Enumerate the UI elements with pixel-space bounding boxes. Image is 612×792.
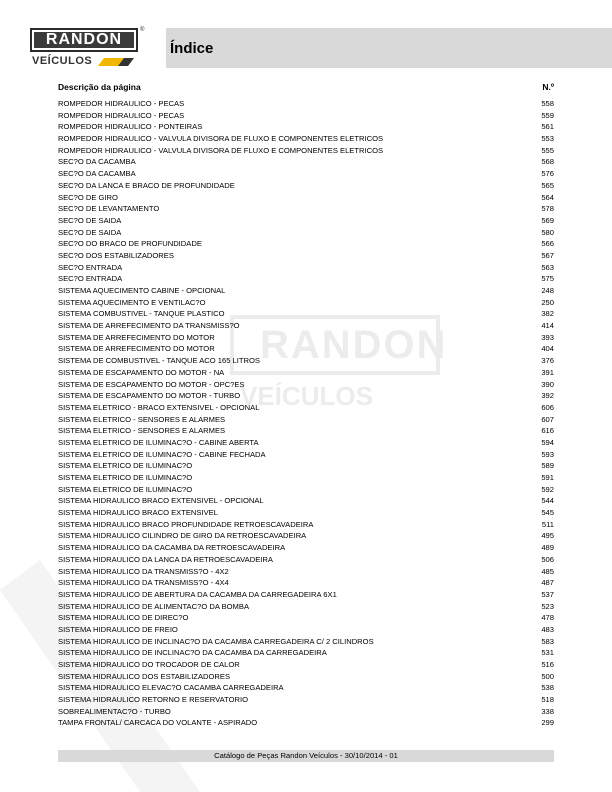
index-row <box>58 682 554 694</box>
index-row <box>58 98 554 110</box>
index-row-description: SISTEMA HIDRAULICO BRACO EXTENSIVEL - OPCIONAL <box>58 496 264 506</box>
index-row-page-number: 593 <box>541 449 554 459</box>
index-row-description: SISTEMA AQUECIMENTO E VENTILAC?O <box>58 297 206 307</box>
index-row-page-number: 537 <box>541 589 554 599</box>
index-row-page-number: 555 <box>541 145 554 155</box>
index-row-page-number: 565 <box>541 180 554 190</box>
index-row-page-number: 299 <box>541 718 554 728</box>
index-row-page-number: 589 <box>541 461 554 471</box>
index-row-page-number: 391 <box>541 367 554 377</box>
index-row <box>58 215 554 227</box>
index-row-page-number: 516 <box>541 660 554 669</box>
index-row-page-number: 591 <box>541 473 554 482</box>
index-row <box>58 262 554 274</box>
index-row-description: SEC?O DE SAIDA <box>58 215 122 225</box>
index-row <box>58 250 554 262</box>
index-row <box>58 624 554 636</box>
index-row <box>58 308 554 320</box>
index-row-description: SISTEMA HIDRAULICO DA TRANSMISS?O - 4X2 <box>58 566 229 576</box>
index-row <box>58 601 554 613</box>
index-row <box>58 636 554 648</box>
index-row <box>58 203 554 215</box>
watermark-subtitle: VEÍCULOS <box>240 381 373 411</box>
index-row-page-number: 566 <box>541 239 554 249</box>
index-row <box>58 320 554 332</box>
index-row-page-number: 392 <box>541 391 554 401</box>
index-row-description: ROMPEDOR HIDRAULICO - PECAS <box>58 110 185 120</box>
index-row-page-number: 607 <box>541 414 554 424</box>
footer: Catálogo de Peças Randon Veículos - 30/10/2014 - 01 <box>58 750 554 762</box>
index-row-description: SISTEMA ELETRICO DE ILUMINAC?O <box>58 473 193 482</box>
index-row-description: SISTEMA HIDRAULICO DE INCLINAC?O DA CACAMBA CARREGADEIRA C/ 2 CILINDROS <box>58 636 374 646</box>
index-row-description: SISTEMA HIDRAULICO RETORNO E RESERVATORIO <box>58 695 249 705</box>
index-row-page-number: 538 <box>541 683 554 693</box>
index-row-page-number: 531 <box>541 648 554 658</box>
index-row-page-number: 575 <box>541 274 554 284</box>
index-row-description: SISTEMA HIDRAULICO DOS ESTABILIZADORES <box>58 671 231 681</box>
index-row-description: SEC?O DE GIRO <box>58 192 118 202</box>
logo-brand: RANDON <box>45 31 123 48</box>
index-row <box>58 460 554 472</box>
index-row-page-number: 564 <box>541 192 554 202</box>
index-row-page-number: 511 <box>541 519 554 529</box>
index-row-description: SISTEMA HIDRAULICO BRACO EXTENSIVEL <box>58 508 218 518</box>
index-row <box>58 145 554 157</box>
index-row-page-number: 569 <box>541 215 554 225</box>
index-row <box>58 414 554 426</box>
index-row <box>58 156 554 168</box>
index-row <box>58 577 554 589</box>
index-row <box>58 332 554 344</box>
index-row <box>58 133 554 145</box>
index-row-description: SISTEMA ELETRICO DE ILUMINAC?O - CABINE ABERTA <box>58 437 259 447</box>
index-row-page-number: 563 <box>541 262 554 272</box>
index-row-page-number: 545 <box>541 508 554 518</box>
index-row <box>58 647 554 659</box>
index-row-page-number: 495 <box>541 531 554 541</box>
index-row-description: SISTEMA HIDRAULICO BRACO PROFUNDIDADE RETROESCAVADEIRA <box>58 519 314 529</box>
index-row <box>58 168 554 180</box>
logo-stripe-icon <box>98 58 134 66</box>
index-row-description: SISTEMA ELETRICO DE ILUMINAC?O - CABINE FECHADA <box>58 449 266 459</box>
index-row-page-number: 404 <box>541 344 554 354</box>
logo-box <box>30 28 138 52</box>
index-row <box>58 495 554 507</box>
index-row <box>58 566 554 578</box>
index-row-page-number: 583 <box>541 636 554 646</box>
index-row-description: SISTEMA HIDRAULICO DE ALIMENTAC?O DA BOMBA <box>58 601 250 611</box>
index-row <box>58 273 554 285</box>
index-row-description: SISTEMA DE ARREFECIMENTO DA TRANSMISS?O <box>58 321 240 331</box>
index-row-description: SISTEMA DE ESCAPAMENTO DO MOTOR - NA <box>58 367 225 377</box>
index-row-page-number: 544 <box>541 496 554 506</box>
index-row <box>58 367 554 379</box>
index-row <box>58 507 554 519</box>
index-row-description: SISTEMA DE ARREFECIMENTO DO MOTOR <box>58 332 215 342</box>
index-row <box>58 589 554 601</box>
index-row-page-number: 414 <box>541 321 554 331</box>
column-header-page-number: N.º <box>542 82 554 92</box>
index-row-page-number: 594 <box>541 437 554 447</box>
index-row <box>58 227 554 239</box>
index-row <box>58 343 554 355</box>
index-row-page-number: 518 <box>541 695 554 705</box>
index-row <box>58 437 554 449</box>
index-row-page-number: 487 <box>541 578 554 588</box>
index-list <box>58 98 554 729</box>
index-row <box>58 402 554 414</box>
index-row <box>58 121 554 133</box>
index-row-page-number: 578 <box>541 204 554 214</box>
index-row <box>58 612 554 624</box>
index-row-description: SEC?O DA LANCA E BRACO DE PROFUNDIDADE <box>58 180 235 190</box>
header-bar <box>166 28 612 68</box>
index-row-page-number: 338 <box>541 706 554 716</box>
index-row-description: SISTEMA HIDRAULICO DE INCLINAC?O DA CACAMBA DA CARREGADEIRA <box>58 648 327 658</box>
index-row-page-number: 576 <box>541 169 554 179</box>
index-row <box>58 671 554 683</box>
index-row-page-number: 606 <box>541 402 554 412</box>
index-row-page-number: 489 <box>541 543 554 553</box>
index-row-description: SISTEMA AQUECIMENTO CABINE - OPCIONAL <box>58 286 226 295</box>
index-row-description: TAMPA FRONTAL/ CARCACA DO VOLANTE - ASPIRADO <box>58 718 258 728</box>
index-row-page-number: 248 <box>541 286 554 295</box>
index-row-page-number: 616 <box>541 426 554 436</box>
index-row-page-number: 559 <box>541 110 554 120</box>
index-row <box>58 238 554 250</box>
index-row-description: SISTEMA HIDRAULICO DE ABERTURA DA CACAMBA DA CARREGADEIRA 6X1 <box>58 589 337 599</box>
table-header <box>58 82 554 94</box>
index-row-description: SISTEMA ELETRICO DE ILUMINAC?O <box>58 484 193 494</box>
index-row-description: ROMPEDOR HIDRAULICO - VALVULA DIVISORA DE FLUXO E COMPONENTES ELETRICOS <box>58 145 384 155</box>
page-title: Índice <box>170 40 214 57</box>
index-row-description: ROMPEDOR HIDRAULICO - PECAS <box>58 99 185 108</box>
index-row-page-number: 523 <box>541 601 554 611</box>
index-row <box>58 542 554 554</box>
index-row-description: SISTEMA HIDRAULICO DA CACAMBA DA RETROESCAVADEIRA <box>58 543 286 553</box>
index-row <box>58 355 554 367</box>
index-row <box>58 472 554 484</box>
index-row <box>58 554 554 566</box>
index-row-page-number: 393 <box>541 332 554 342</box>
index-row-description: SISTEMA DE COMBUSTIVEL - TANQUE ACO 165 LITROS <box>58 356 260 366</box>
index-row-description: SISTEMA HIDRAULICO ELEVAC?O CACAMBA CARREGADEIRA <box>58 683 284 693</box>
index-row-description: SEC?O ENTRADA <box>58 262 123 272</box>
index-row-page-number: 382 <box>541 309 554 319</box>
index-row-page-number: 483 <box>541 624 554 634</box>
index-row-page-number: 485 <box>541 566 554 576</box>
index-row-page-number: 506 <box>541 554 554 564</box>
index-row-description: SEC?O ENTRADA <box>58 274 123 284</box>
index-row-description: SISTEMA DE ESCAPAMENTO DO MOTOR - OPC?ES <box>58 379 245 389</box>
index-row <box>58 484 554 496</box>
index-row-description: SISTEMA DE ARREFECIMENTO DO MOTOR <box>58 344 215 354</box>
index-row <box>58 530 554 542</box>
index-row <box>58 297 554 309</box>
index-row-description: SEC?O DA CACAMBA <box>58 169 136 179</box>
index-row <box>58 425 554 437</box>
randon-logo <box>30 28 146 70</box>
index-row <box>58 706 554 718</box>
index-row <box>58 519 554 531</box>
index-row-page-number: 568 <box>541 157 554 167</box>
index-row-description: SISTEMA HIDRAULICO DA LANCA DA RETROESCAVADEIRA <box>58 554 273 564</box>
index-row-description: SISTEMA HIDRAULICO DO TROCADOR DE CALOR <box>58 660 240 669</box>
index-row-page-number: 250 <box>541 297 554 307</box>
index-row-description: ROMPEDOR HIDRAULICO - PONTEIRAS <box>58 122 203 132</box>
index-row-description: ROMPEDOR HIDRAULICO - VALVULA DIVISORA DE FLUXO E COMPONENTES ELETRICOS <box>58 134 384 144</box>
index-row-page-number: 390 <box>541 379 554 389</box>
index-row-page-number: 592 <box>541 484 554 494</box>
index-row-description: SISTEMA ELETRICO - BRACO EXTENSIVEL - OPCIONAL <box>58 402 260 412</box>
index-row <box>58 110 554 122</box>
index-row-page-number: 567 <box>541 250 554 260</box>
logo-subtitle: VEÍCULOS <box>32 55 93 67</box>
index-row-description: SISTEMA ELETRICO DE ILUMINAC?O <box>58 461 193 471</box>
watermark-brand: RANDON <box>260 323 448 367</box>
index-row-description: SEC?O DO BRACO DE PROFUNDIDADE <box>58 239 202 249</box>
index-row-page-number: 580 <box>541 227 554 237</box>
index-row <box>58 449 554 461</box>
index-row-description: SEC?O DE SAIDA <box>58 227 122 237</box>
index-row-description: SEC?O DOS ESTABILIZADORES <box>58 250 174 260</box>
index-row-page-number: 478 <box>541 613 554 623</box>
index-row-page-number: 376 <box>541 356 554 366</box>
index-row <box>58 390 554 402</box>
index-row-description: SISTEMA COMBUSTIVEL - TANQUE PLASTICO <box>58 309 225 319</box>
index-row <box>58 192 554 204</box>
index-row-description: SISTEMA HIDRAULICO DE FREIO <box>58 624 178 634</box>
index-row <box>58 379 554 391</box>
index-row-description: SEC?O DE LEVANTAMENTO <box>58 204 160 214</box>
index-row-description: SISTEMA HIDRAULICO DE DIREC?O <box>58 613 189 623</box>
index-row <box>58 285 554 297</box>
index-row <box>58 694 554 706</box>
logo-registered-mark: ® <box>140 27 145 33</box>
index-row <box>58 180 554 192</box>
index-row-page-number: 553 <box>541 134 554 144</box>
index-row-page-number: 558 <box>541 99 554 108</box>
index-row-page-number: 561 <box>541 122 554 132</box>
index-row-description: SISTEMA ELETRICO - SENSORES E ALARMES <box>58 426 226 436</box>
column-header-description: Descrição da página <box>58 82 141 92</box>
index-row-description: SISTEMA ELETRICO - SENSORES E ALARMES <box>58 414 226 424</box>
index-row <box>58 717 554 729</box>
index-row <box>58 659 554 671</box>
index-row-description: SISTEMA HIDRAULICO CILINDRO DE GIRO DA RETROESCAVADEIRA <box>58 531 307 541</box>
index-row-description: SEC?O DA CACAMBA <box>58 157 136 167</box>
index-row-description: SOBREALIMENTAC?O - TURBO <box>58 706 171 716</box>
index-row-description: SISTEMA DE ESCAPAMENTO DO MOTOR - TURBO <box>58 391 241 401</box>
index-row-page-number: 500 <box>541 671 554 681</box>
index-row-description: SISTEMA HIDRAULICO DA TRANSMISS?O - 4X4 <box>58 578 229 588</box>
